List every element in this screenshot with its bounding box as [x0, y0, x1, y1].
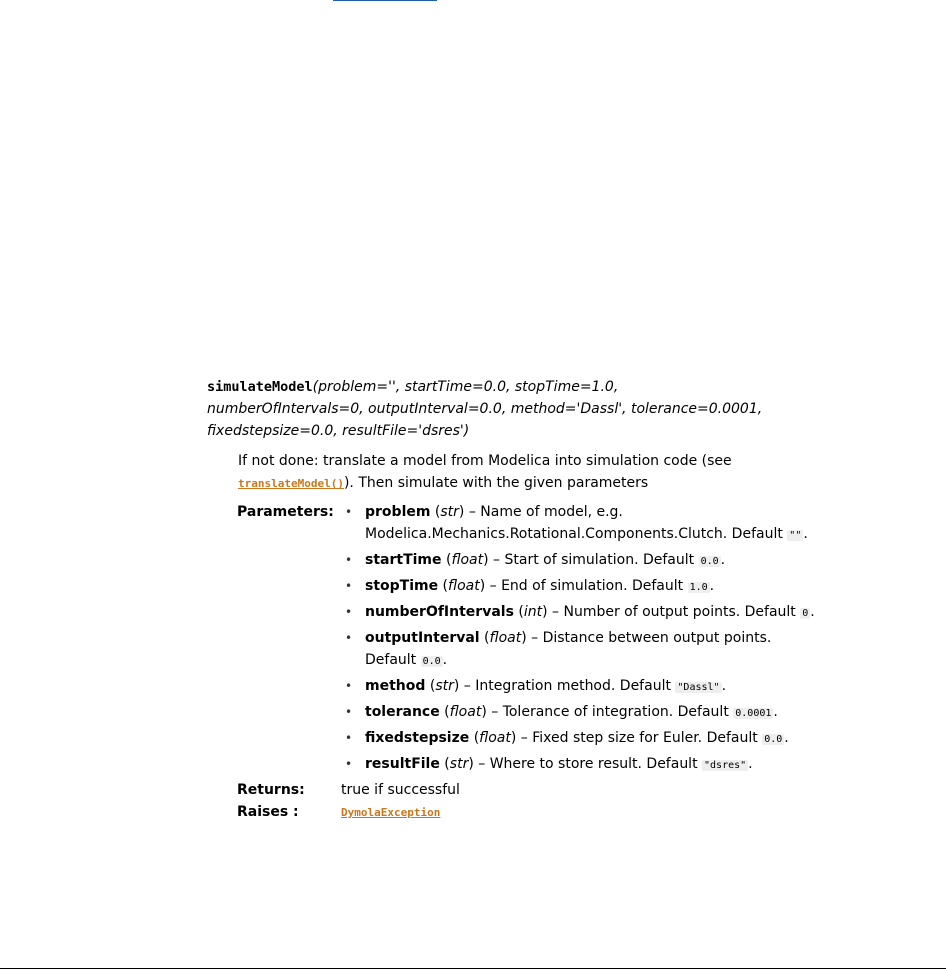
parameter-end: . — [721, 678, 727, 694]
parameter-type: str — [435, 678, 454, 694]
returns-label: Returns: — [237, 782, 305, 798]
parameter-default: "Dassl" — [677, 682, 720, 693]
parameter-type: str — [440, 504, 459, 520]
parameter-name: resultFile — [365, 756, 440, 772]
parameter-type: float — [489, 630, 522, 646]
parameter-description: – Where to store result. Default — [473, 756, 703, 772]
parameter-type: float — [451, 552, 484, 568]
parameter-default: "" — [789, 530, 802, 541]
parameter-type: int — [523, 604, 543, 620]
parameter-type: float — [448, 578, 480, 594]
parameter-item: • numberOfIntervals (int) – Number of output points. Default 0 . — [341, 601, 817, 625]
parameter-description: – Tolerance of integration. Default — [486, 704, 734, 720]
parameter-type: float — [479, 730, 511, 746]
parameter-description: – End of simulation. Default — [485, 578, 688, 594]
parameter-type: str — [449, 756, 469, 772]
parameter-end: . — [773, 704, 778, 720]
parameter-description: – Number of output points. Default — [547, 604, 801, 620]
parameter-end: . — [748, 756, 753, 772]
parameter-item: • method (str) – Integration method. Default "Dassl" . — [341, 675, 817, 699]
parameter-type: float — [449, 704, 482, 720]
parameter-name: outputInterval — [365, 630, 480, 646]
parameter-name: stopTime — [365, 578, 439, 594]
parameters-row — [237, 501, 817, 779]
parameter-name: fixedstepsize — [365, 730, 470, 746]
top-link-underline[interactable] — [333, 0, 437, 1]
field-list — [237, 501, 817, 824]
parameter-description: – Distance between output points. Default — [365, 630, 772, 668]
parameter-end: . — [784, 730, 789, 746]
parameter-name: method — [365, 678, 426, 694]
parameter-default: 1.0 — [689, 582, 708, 593]
parameter-description: – Fixed step size for Euler. Default — [516, 730, 763, 746]
parameter-item: • problem (str) – Name of model, e.g. Modelica.Mechanics.Rotational.Components.Clutch. Default "" . — [341, 501, 817, 547]
translate-model-link[interactable]: translateModel() — [238, 477, 344, 490]
parameter-item: • tolerance (float) – Tolerance of integration. Default 0.0001 . — [341, 701, 817, 725]
parameter-item: • startTime (float) – Start of simulation. Default 0.0 . — [341, 549, 817, 573]
parameter-description: – Start of simulation. Default — [488, 552, 699, 568]
parameters-label: Parameters: — [237, 504, 334, 520]
returns-row — [237, 779, 817, 801]
returns-value: true if successful — [341, 782, 460, 798]
raises-row — [237, 801, 817, 824]
parameter-name: problem — [365, 504, 431, 520]
parameter-end: . — [709, 578, 715, 594]
parameter-default: 0.0 — [700, 556, 719, 567]
raises-label: Raises : — [237, 804, 299, 820]
description-text-after: ). Then simulate with the given parameters — [343, 475, 649, 491]
parameter-end: . — [720, 552, 726, 568]
parameter-item: • stopTime (float) – End of simulation. Default 1.0 . — [341, 575, 817, 599]
footer-divider — [0, 968, 946, 969]
parameter-default: 0.0 — [764, 734, 783, 745]
signature-args-line2: numberOfIntervals=0, outputInterval=0.0, method='Dassl', tolerance=0.0001, — [207, 401, 763, 417]
parameter-end: . — [442, 652, 448, 668]
function-signature — [207, 376, 807, 442]
function-name: simulateModel — [207, 379, 313, 395]
parameter-description: – Name of model, e.g. Modelica.Mechanics.Rotational.Components.Clutch. Default — [365, 504, 788, 542]
signature-args-line3: fixedstepsize=0.0, resultFile='dsres') — [207, 423, 470, 439]
description-text-before: If not done: translate a model from Modelica into simulation code (see — [238, 453, 732, 469]
parameter-end: . — [803, 526, 808, 542]
parameter-default: 0.0001 — [735, 708, 772, 719]
parameter-description: – Integration method. Default — [459, 678, 676, 694]
parameter-default: "dsres" — [704, 760, 747, 771]
parameter-item: • fixedstepsize (float) – Fixed step size for Euler. Default 0.0 . — [341, 727, 817, 751]
dymola-exception-link[interactable]: DymolaException — [341, 806, 441, 819]
parameter-name: tolerance — [365, 704, 440, 720]
function-description — [238, 450, 798, 495]
parameter-item: • outputInterval (float) – Distance between output points. Default 0.0 . — [341, 627, 817, 673]
parameter-default: 0.0 — [422, 656, 441, 667]
parameter-list — [341, 501, 817, 777]
signature-args-line1: (problem='', startTime=0.0, stopTime=1.0, — [312, 379, 619, 395]
parameter-item: • resultFile (str) – Where to store result. Default "dsres" . — [341, 753, 817, 777]
parameter-name: startTime — [365, 552, 442, 568]
parameter-end: . — [810, 604, 815, 620]
parameter-default: 0 — [802, 608, 809, 619]
parameter-name: numberOfIntervals — [365, 604, 514, 620]
